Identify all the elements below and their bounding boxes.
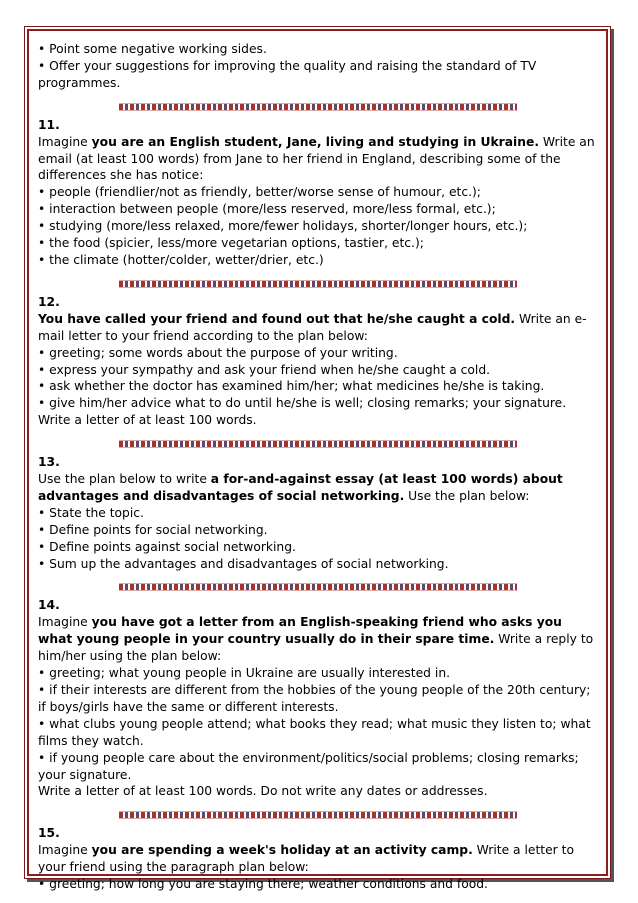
bullet: • studying (more/less relaxed, more/fewer holidays, shorter/longer hours, etc.); — [38, 219, 528, 234]
ornament-divider — [38, 276, 598, 282]
task-instruction: You have called your friend and found out that he/she caught a cold. Write an e-mail letter to your friend according to the plan below: — [38, 311, 587, 343]
bullet: • what clubs young people attend; what books they read; what music they listen to; what films they watch. — [38, 716, 591, 748]
bullet: • interaction between people (more/less reserved, more/less formal, etc.); — [38, 202, 496, 217]
bullet: • Sum up the advantages and disadvantages of social networking. — [38, 556, 449, 571]
bullet: • greeting; how long you are staying there; weather conditions and food. — [38, 877, 488, 892]
closing-line: Write a letter of at least 100 words. Do not write any dates or addresses. — [38, 784, 488, 799]
task-number: 12. — [38, 294, 60, 309]
task-instruction: Imagine you are spending a week's holiday at an activity camp. Write a letter to your friend using the paragraph plan below: — [38, 843, 574, 875]
bullet: • if their interests are different from the hobbies of the young people of the 20th century; if boys/girls have the same or different interests. — [38, 683, 591, 714]
task-instruction: Imagine you are an English student, Jane, living and studying in Ukraine. Write an email (at least 100 words) from Jane to her friend in England, describing some of the differences she has notice: — [38, 134, 595, 183]
bullet: • people (friendlier/not as friendly, better/worse sense of humour, etc.); — [38, 185, 481, 200]
task-instruction: Imagine you have got a letter from an English-speaking friend who asks you what young people in your country usually do in their spare time. Write a reply to him/her using the plan below: — [38, 615, 594, 664]
bullet: • greeting; some words about the purpose of your writing. — [38, 345, 398, 360]
document-body — [38, 41, 598, 893]
ornament-divider — [38, 807, 598, 813]
bullet: • if young people care about the environment/politics/social problems; closing remarks; your signature. — [38, 750, 579, 782]
bullet: • ask whether the doctor has examined him/her; what medicines he/she is taking. — [38, 379, 545, 394]
bullet: • the climate (hotter/colder, wetter/drier, etc.) — [38, 252, 324, 267]
task-instruction: Use the plan below to write a for-and-against essay (at least 100 words) about advantages and disadvantages of social networking. Use the plan below: — [38, 472, 563, 503]
bullet: • State the topic. — [38, 505, 144, 520]
closing-line: Write a letter of at least 100 words. — [38, 413, 257, 428]
bullet: • give him/her advice what to do until he/she is well; closing remarks; your signature. — [38, 396, 567, 411]
task-number: 13. — [38, 455, 60, 470]
ornament-divider — [38, 436, 598, 442]
bullet: • Define points for social networking. — [38, 522, 268, 537]
bullet: • the food (spicier, less/more vegetarian options, tastier, etc.); — [38, 236, 424, 251]
bullet: • Define points against social networking. — [38, 539, 296, 554]
bullet: • Point some negative working sides. — [38, 42, 267, 56]
bullet: • express your sympathy and ask your friend when he/she caught a cold. — [38, 362, 491, 377]
bullet: • Offer your suggestions for improving the quality and raising the standard of TV programmes. — [38, 58, 537, 90]
ornament-divider — [38, 579, 598, 585]
ornament-divider — [38, 99, 598, 105]
task-number: 11. — [38, 117, 60, 132]
bullet: • greeting; what young people in Ukraine are usually interested in. — [38, 666, 451, 681]
task-number: 14. — [38, 598, 60, 613]
task-number: 15. — [38, 826, 60, 841]
